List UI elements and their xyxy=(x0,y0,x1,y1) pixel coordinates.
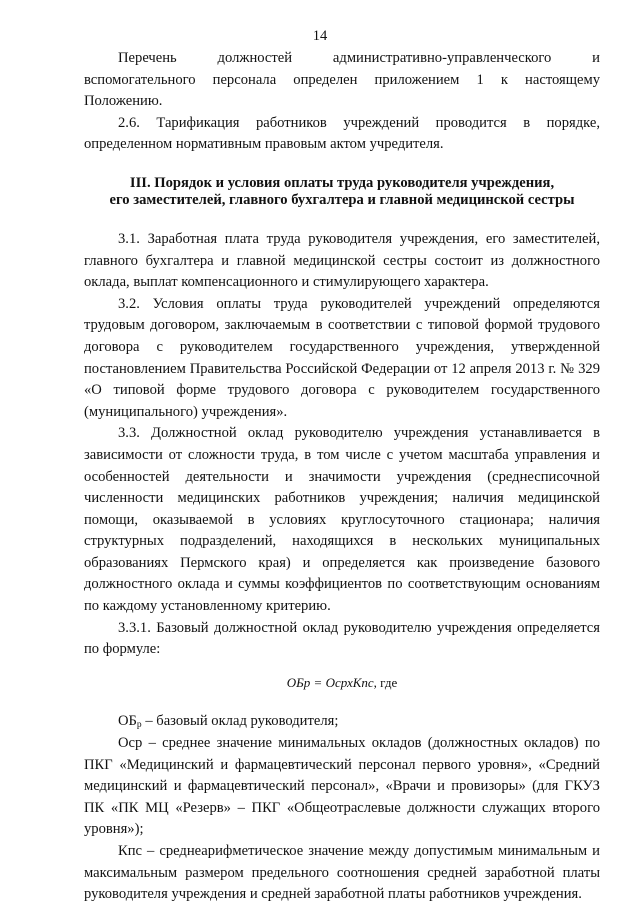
definition-kps: Кпс – среднеарифметическое значение между допустимым минимальным и максимальным размером предельного соотношения средней заработной платы руководителя учреждения и средней заработной платы работников учреждения. xyxy=(84,843,600,903)
paragraph-2-6: 2.6. Тарификация работников учреждений проводится в порядке, определенном нормативным правовым актом учредителя. xyxy=(84,114,600,153)
paragraph-3-3: 3.3. Должностной оклад руководителю учреждения устанавливается в зависимости от сложности труда, в том числе с учетом масштаба управления и особенностей деятельности и значимости учреждения (среднесписочной численности медицинских работников учреждения; наличия медицинской помощи, оказываемой в условиях круглосуточного стационара; наличия структурных подразделений, находящихся в нескольких муниципальных образованиях Пермского края) и определяется как произведение базового должностного оклада и суммы коэффициентов по соответствующим основаниям по каждому установленному критерию. xyxy=(84,425,600,615)
section-heading xyxy=(84,175,600,210)
formula xyxy=(84,672,600,694)
definition-osr: Оср – среднее значение минимальных окладов (должностных окладов) по ПКГ «Медицинский и фармацевтический персонал первого уровня», «Средний медицинский и фармацевтический персонал», «Врачи и провизоры» (для ГКУЗ ПК «ПК МЦ «Резерв» – ПКГ «Общеотраслевые должности служащих второго уровня»); xyxy=(84,735,600,838)
definition-ob xyxy=(84,711,600,733)
definition-ob-symbol: ОБ xyxy=(118,713,137,730)
section-title-line-1: III. Порядок и условия оплаты труда руководителя учреждения, xyxy=(129,174,555,191)
paragraph-3-1: 3.1. Заработная плата труда руководителя учреждения, его заместителей, главного бухгалтера и главной медицинской сестры состоит из должностного оклада, выплат компенсационного и стимулирующего характера. xyxy=(84,230,600,291)
formula-expression: ОБр = ОсрхКпс xyxy=(286,674,374,690)
formula-suffix: , где xyxy=(373,674,398,690)
page-number: 14 xyxy=(312,28,328,44)
page-content xyxy=(84,48,600,906)
paragraph-positions-list: Перечень должностей административно-управленческого и вспомогательного персонала определен приложением 1 к настоящему Положению. xyxy=(84,50,600,110)
definition-ob-subscript: р xyxy=(136,720,142,731)
section-title-line-2: его заместителей, главного бухгалтера и главной медицинской сестры xyxy=(109,192,575,209)
paragraph-3-2: 3.2. Условия оплаты труда руководителей учреждений определяются трудовым договором, заключаемым в соответствии с типовой формой трудового договора с руководителем государственного учреждения, утвержденной постановлением Правительства Российской Федерации от 12 апреля 2013 г. № 329 «О типовой форме трудового договора с руководителем государственного (муниципального) учреждения». xyxy=(84,295,600,420)
definition-ob-text: – базовый оклад руководителя; xyxy=(141,713,339,730)
paragraph-3-3-1: 3.3.1. Базовый должностной оклад руководителю учреждения определяется по формуле: xyxy=(84,619,600,658)
